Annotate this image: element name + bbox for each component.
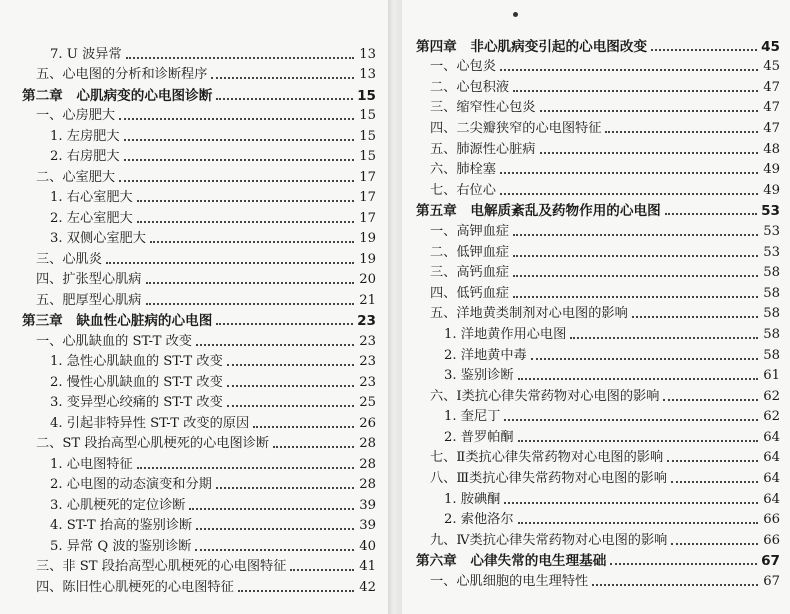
toc-entry-title: 1. 右心室肥大 [50, 190, 133, 205]
toc-page-number: 15 [359, 128, 376, 144]
toc-leader-dots [651, 49, 757, 51]
toc-leader-dots [671, 543, 758, 545]
toc-entry [416, 405, 780, 426]
toc-leader-dots [106, 262, 354, 264]
toc-entry-title: 1. 洋地黄作用心电图 [444, 326, 567, 342]
toc-entry-title: 五、心电图的分析和诊断程序 [36, 67, 208, 82]
toc-leader-dots [605, 131, 758, 133]
toc-entry-title: 五、肺源性心脏病 [430, 141, 536, 157]
toc-entry [416, 384, 780, 405]
toc-leader-dots [273, 446, 354, 448]
toc-entry [22, 145, 376, 166]
toc-entry [416, 240, 780, 261]
toc-entry-title: 四、扩张型心肌病 [36, 272, 142, 287]
toc-leader-dots [513, 255, 758, 257]
toc-leader-dots [570, 337, 758, 339]
toc-entry-title: 7. U 波异常 [50, 46, 122, 62]
toc-page-number: 58 [763, 306, 780, 322]
toc-leader-dots [632, 316, 758, 318]
toc-leader-dots [290, 569, 354, 571]
toc-entry [416, 569, 780, 590]
toc-page-number: 64 [763, 491, 780, 507]
toc-page-number: 23 [357, 313, 376, 329]
toc-entry [22, 186, 376, 207]
book-gutter [388, 0, 402, 614]
toc-page-number: 25 [359, 395, 376, 410]
toc-entry-title: 一、心肌细胞的电生理特性 [430, 574, 589, 590]
toc-entry [416, 528, 780, 549]
toc-entry [22, 124, 376, 145]
toc-entry-title: 2. 普罗帕酮 [444, 429, 514, 445]
toc-leader-dots [189, 508, 354, 510]
toc-leader-dots [216, 323, 353, 325]
toc-leader-dots [137, 467, 354, 469]
toc-leader-dots [227, 405, 354, 407]
toc-leader-dots [513, 275, 758, 277]
toc-chapter-entry [416, 549, 780, 570]
toc-page-number: 58 [763, 347, 780, 363]
toc-leader-dots [500, 172, 758, 174]
toc-entry-title: 二、ST 段抬高型心肌梗死的心电图诊断 [36, 436, 270, 451]
toc-page-number: 58 [763, 326, 780, 342]
toc-page-number: 47 [763, 100, 780, 116]
toc-entry [416, 75, 780, 96]
toc-entry [416, 281, 780, 302]
toc-leader-dots [146, 282, 355, 284]
toc-entry-title: 5. 异常 Q 波的鉴别诊断 [50, 538, 192, 554]
toc-entry [416, 487, 780, 508]
toc-entry-title: 第四章 非心肌病变引起的心电图改变 [416, 38, 648, 55]
toc-entry [416, 364, 780, 385]
toc-entry [416, 343, 780, 364]
toc-entry [416, 137, 780, 158]
toc-entry [22, 350, 376, 371]
toc-page-number: 39 [359, 518, 376, 533]
toc-page-number: 41 [359, 559, 376, 574]
toc-entry-title: 1. 奎尼丁 [444, 409, 501, 425]
toc-page-number: 49 [763, 182, 780, 198]
toc-entry-title: 第五章 电解质紊乱及药物作用的心电图 [416, 203, 661, 220]
toc-leader-dots [518, 522, 758, 524]
toc-leader-dots [518, 440, 758, 442]
toc-leader-dots [196, 344, 354, 346]
toc-leader-dots [513, 296, 758, 298]
left-page [0, 0, 388, 614]
page-dot-mark [513, 12, 518, 17]
toc-entry-title: 1. 左房肥大 [50, 128, 120, 144]
toc-entry [22, 288, 376, 309]
toc-leader-dots [610, 563, 757, 565]
toc-page-number: 61 [763, 368, 780, 384]
toc-entry-title: 二、心包积液 [430, 79, 510, 95]
toc-leader-dots [504, 502, 758, 504]
toc-page-number: 47 [763, 120, 780, 136]
toc-page-number: 21 [359, 292, 376, 308]
toc-page-number: 45 [763, 59, 780, 75]
toc-page-number: 19 [359, 251, 376, 267]
toc-entry-title: 三、缩窄性心包炎 [430, 100, 536, 116]
toc-entry-title: 六、肺栓塞 [430, 162, 496, 178]
toc-leader-dots [150, 241, 354, 243]
right-page [402, 0, 790, 614]
toc-page-number: 19 [359, 231, 376, 246]
toc-page-number: 28 [359, 477, 376, 492]
toc-entry [416, 178, 780, 199]
toc-entry [22, 493, 376, 514]
toc-page-number: 64 [763, 450, 780, 466]
toc-entry-title: 3. 鉴别诊断 [444, 368, 514, 384]
toc-leader-dots [540, 152, 759, 154]
toc-leader-dots [663, 399, 758, 401]
toc-leader-dots [504, 419, 758, 421]
toc-leader-dots [513, 90, 758, 92]
toc-entry-title: 一、高钾血症 [430, 223, 510, 239]
toc-page-number: 53 [763, 223, 780, 239]
toc-entry-title: 五、洋地黄类制剂对心电图的影响 [430, 306, 628, 322]
toc-entry [416, 96, 780, 117]
toc-page-number: 40 [359, 538, 376, 554]
toc-page-number: 28 [359, 456, 376, 472]
toc-page-number: 67 [763, 574, 780, 590]
toc-leader-dots [671, 481, 758, 483]
toc-entry-title: 三、心肌炎 [36, 251, 102, 267]
toc-entry [416, 116, 780, 137]
toc-entry [416, 302, 780, 323]
toc-entry-title: 六、Ⅰ类抗心律失常药物对心电图的影响 [430, 388, 660, 404]
toc-entry-title: 九、Ⅳ类抗心律失常药物对心电图的影响 [430, 532, 668, 548]
toc-page-number: 17 [359, 190, 376, 205]
toc-entry [22, 411, 376, 432]
toc-page-number: 53 [761, 203, 780, 220]
toc-entry-title: 一、心包炎 [430, 59, 496, 75]
toc-entry [22, 432, 376, 453]
toc-entry [416, 158, 780, 179]
toc-entry-title: 2. 洋地黄中毒 [444, 347, 527, 363]
toc-entry-title: 4. ST-T 抬高的鉴别诊断 [50, 518, 193, 533]
toc-leader-dots [119, 118, 354, 120]
toc-entry [416, 322, 780, 343]
toc-page-number: 66 [763, 532, 780, 548]
toc-page-number: 26 [359, 415, 376, 431]
toc-entry-title: 3. 心肌梗死的定位诊断 [50, 497, 186, 513]
toc-entry-title: 1. 急性心肌缺血的 ST-T 改变 [50, 354, 223, 369]
toc-entry [22, 63, 376, 84]
toc-page-number: 45 [761, 38, 780, 55]
toc-leader-dots [540, 110, 759, 112]
toc-entry-title: 3. 双侧心室肥大 [50, 231, 146, 246]
toc-entry-title: 二、低钾血症 [430, 244, 510, 260]
toc-page-number: 23 [359, 354, 376, 369]
toc-leader-dots [211, 77, 354, 79]
toc-entry-title: 3. 变异型心绞痛的 ST-T 改变 [50, 395, 223, 410]
toc-page-number: 58 [763, 265, 780, 281]
toc-entry [416, 261, 780, 282]
toc-entry-title: 三、高钙血症 [430, 265, 510, 281]
toc-entry [22, 555, 376, 576]
toc-page-number: 48 [763, 141, 780, 157]
toc-leader-dots [124, 159, 354, 161]
toc-leader-dots [119, 180, 354, 182]
toc-entry [22, 391, 376, 412]
toc-list-left [22, 42, 376, 596]
toc-leader-dots [518, 378, 758, 380]
toc-entry-title: 1. 心电图特征 [50, 456, 133, 472]
toc-entry [416, 508, 780, 529]
toc-entry [22, 473, 376, 494]
toc-chapter-entry [22, 83, 376, 104]
toc-page-number: 49 [763, 162, 780, 178]
toc-chapter-entry [416, 34, 780, 55]
toc-entry [22, 104, 376, 125]
toc-entry-title: 一、心房肥大 [36, 108, 116, 123]
toc-entry [22, 227, 376, 248]
toc-entry-title: 四、二尖瓣狭窄的心电图特征 [430, 120, 602, 136]
toc-entry-title: 2. 右房肥大 [50, 149, 120, 164]
toc-leader-dots [227, 364, 354, 366]
toc-entry [22, 206, 376, 227]
toc-entry-title: 一、心肌缺血的 ST-T 改变 [36, 333, 192, 349]
toc-entry-title: 2. 心电图的动态演变和分期 [50, 477, 212, 492]
toc-page-number: 67 [761, 553, 780, 570]
toc-entry-title: 三、非 ST 段抬高型心肌梗死的心电图特征 [36, 559, 287, 574]
toc-leader-dots [137, 221, 354, 223]
toc-page-number: 17 [359, 210, 376, 226]
toc-entry [22, 268, 376, 289]
toc-entry [22, 329, 376, 350]
toc-page-number: 58 [763, 285, 780, 301]
toc-list-right [416, 34, 780, 590]
toc-leader-dots [195, 549, 354, 551]
toc-page-number: 53 [763, 244, 780, 260]
toc-leader-dots [667, 460, 758, 462]
toc-leader-dots [665, 213, 757, 215]
toc-leader-dots [216, 487, 354, 489]
toc-entry-title: 2. 左心室肥大 [50, 210, 133, 226]
toc-entry-title: 第三章 缺血性心脏病的心电图 [22, 313, 213, 329]
toc-entry-title: 四、低钙血症 [430, 285, 510, 301]
toc-entry [416, 446, 780, 467]
toc-page-number: 20 [359, 272, 376, 287]
toc-page-number: 17 [359, 169, 376, 185]
toc-leader-dots [196, 528, 354, 530]
toc-leader-dots [227, 385, 354, 387]
toc-entry [22, 452, 376, 473]
toc-page-number: 23 [359, 333, 376, 349]
toc-entry [416, 219, 780, 240]
toc-entry [22, 247, 376, 268]
toc-page-number: 15 [359, 108, 376, 123]
toc-entry-title: 2. 慢性心肌缺血的 ST-T 改变 [50, 374, 223, 390]
toc-entry-title: 五、肥厚型心肌病 [36, 292, 142, 308]
toc-leader-dots [238, 590, 354, 592]
toc-leader-dots [513, 234, 758, 236]
toc-leader-dots [500, 69, 758, 71]
toc-leader-dots [253, 426, 354, 428]
toc-page-number: 47 [763, 79, 780, 95]
toc-page-number: 64 [763, 471, 780, 487]
toc-entry-title: 4. 引起非特异性 ST-T 改变的原因 [50, 415, 250, 431]
toc-entry-title: 七、右位心 [430, 182, 496, 198]
toc-leader-dots [137, 200, 354, 202]
toc-entry [22, 165, 376, 186]
toc-entry [22, 370, 376, 391]
toc-entry [22, 575, 376, 596]
toc-page-number: 15 [359, 149, 376, 164]
toc-chapter-entry [416, 199, 780, 220]
toc-leader-dots [216, 98, 353, 100]
toc-page-number: 13 [359, 67, 376, 82]
toc-leader-dots [124, 139, 354, 141]
toc-page-number: 42 [359, 579, 376, 595]
toc-leader-dots [126, 57, 354, 59]
toc-page-number: 23 [359, 374, 376, 390]
toc-entry-title: 第六章 心律失常的电生理基础 [416, 553, 607, 570]
toc-entry [22, 514, 376, 535]
toc-entry-title: 四、陈旧性心肌梗死的心电图特征 [36, 579, 234, 595]
toc-leader-dots [500, 193, 758, 195]
toc-leader-dots [146, 303, 355, 305]
toc-entry-title: 2. 索他洛尔 [444, 512, 514, 528]
toc-page-number: 64 [763, 429, 780, 445]
toc-entry [416, 55, 780, 76]
toc-entry [22, 42, 376, 63]
toc-page-number: 62 [763, 388, 780, 404]
toc-entry-title: 八、Ⅲ类抗心律失常药物对心电图的影响 [430, 471, 667, 487]
toc-page-number: 66 [763, 512, 780, 528]
toc-page-number: 28 [359, 436, 376, 451]
toc-page-number: 13 [359, 46, 376, 62]
toc-entry-title: 二、心室肥大 [36, 169, 116, 185]
toc-entry-title: 1. 胺碘酮 [444, 491, 501, 507]
toc-chapter-entry [22, 309, 376, 330]
toc-leader-dots [592, 584, 758, 586]
toc-entry [22, 534, 376, 555]
toc-entry-title: 第二章 心肌病变的心电图诊断 [22, 87, 213, 104]
toc-entry [416, 425, 780, 446]
toc-entry [416, 466, 780, 487]
toc-page-number: 62 [763, 409, 780, 425]
toc-entry-title: 七、Ⅱ类抗心律失常药物对心电图的影响 [430, 450, 664, 466]
toc-page-number: 15 [357, 87, 376, 104]
toc-page-number: 39 [359, 497, 376, 513]
toc-leader-dots [531, 358, 758, 360]
